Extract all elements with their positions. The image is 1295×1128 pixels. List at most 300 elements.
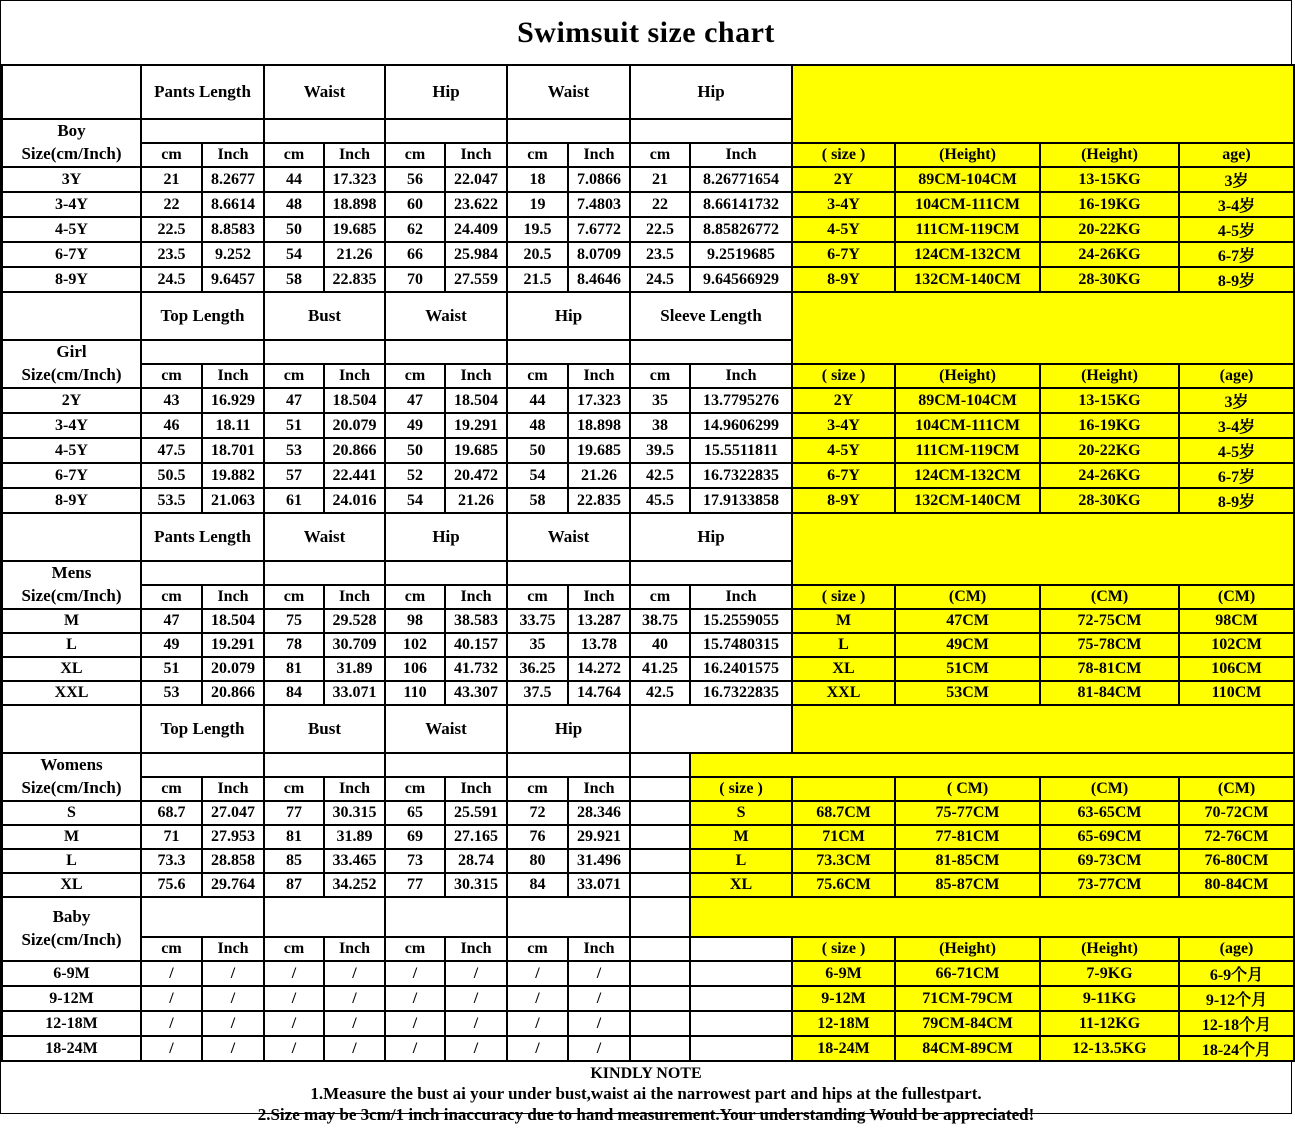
value-cell: 106	[385, 657, 445, 681]
value-cell: 19	[507, 192, 568, 217]
empty-cell	[630, 753, 690, 777]
highlight-value-cell: 104CM-111CM	[895, 413, 1040, 438]
measure-header-cell	[385, 897, 507, 937]
unit-header-cell: Inch	[324, 777, 385, 801]
value-cell: 53	[141, 681, 202, 705]
highlight-value-cell: 66-71CM	[895, 961, 1040, 986]
section-label-line: Size(cm/Inch)	[21, 930, 122, 949]
highlight-value-cell: 124CM-132CM	[895, 463, 1040, 488]
empty-cell	[2, 65, 141, 119]
highlight-value-cell: 8-9岁	[1179, 267, 1294, 292]
value-cell: 15.5511811	[690, 438, 792, 463]
highlight-value-cell: 49CM	[895, 633, 1040, 657]
value-cell: 22.047	[445, 167, 507, 192]
highlight-value-cell: 77-81CM	[895, 825, 1040, 849]
table-row	[2, 705, 1294, 753]
highlight-value-cell: 4-5Y	[792, 438, 895, 463]
section-label-cell	[2, 753, 141, 801]
value-cell: /	[264, 1036, 324, 1061]
value-cell: 18.898	[324, 192, 385, 217]
highlight-value-cell: 89CM-104CM	[895, 388, 1040, 413]
highlight-header-cell: age)	[1179, 143, 1294, 167]
unit-header-cell: cm	[141, 364, 202, 388]
empty-cell	[385, 561, 507, 585]
value-cell: 81	[264, 825, 324, 849]
empty-cell	[141, 119, 264, 143]
unit-header-cell: Inch	[568, 937, 630, 961]
highlight-value-cell: 72-76CM	[1179, 825, 1294, 849]
value-cell: 50.5	[141, 463, 202, 488]
empty-cell	[630, 873, 690, 897]
value-cell: 54	[385, 488, 445, 513]
empty-cell	[630, 777, 690, 801]
highlight-value-cell: 98CM	[1179, 609, 1294, 633]
value-cell: 25.591	[445, 801, 507, 825]
table-row	[2, 242, 1294, 267]
highlight-header-cell: ( CM)	[895, 777, 1040, 801]
unit-header-cell: cm	[385, 364, 445, 388]
highlight-value-cell: 6-7Y	[792, 242, 895, 267]
unit-header-cell: Inch	[324, 585, 385, 609]
table-row	[2, 633, 1294, 657]
highlight-band-cell	[792, 705, 1294, 753]
table-row	[2, 143, 1294, 167]
unit-header-cell: Inch	[202, 143, 264, 167]
unit-header-cell: Inch	[445, 937, 507, 961]
empty-cell	[264, 340, 385, 364]
value-cell: 33.75	[507, 609, 568, 633]
highlight-value-cell: 80-84CM	[1179, 873, 1294, 897]
table-row	[2, 825, 1294, 849]
value-cell: 47	[264, 388, 324, 413]
value-cell: 49	[141, 633, 202, 657]
value-cell: 14.764	[568, 681, 630, 705]
empty-cell	[630, 119, 792, 143]
empty-cell	[385, 119, 507, 143]
highlight-value-cell: 84CM-89CM	[895, 1036, 1040, 1061]
value-cell: 40	[630, 633, 690, 657]
value-cell: 44	[507, 388, 568, 413]
measure-header-cell: Hip	[630, 65, 792, 119]
measure-header-cell: Waist	[385, 292, 507, 340]
highlight-value-cell: 75.6CM	[792, 873, 895, 897]
measure-header-cell: Hip	[385, 513, 507, 561]
table-row	[2, 1036, 1294, 1061]
value-cell: 102	[385, 633, 445, 657]
value-cell: 8.0709	[568, 242, 630, 267]
value-cell: 16.929	[202, 388, 264, 413]
value-cell: 19.291	[202, 633, 264, 657]
unit-header-cell: cm	[630, 143, 690, 167]
value-cell: /	[264, 1011, 324, 1036]
section-label-cell	[2, 897, 141, 961]
section-label-line: Baby	[52, 907, 91, 927]
highlight-value-cell: 12-18M	[792, 1011, 895, 1036]
value-cell: 61	[264, 488, 324, 513]
empty-cell	[690, 961, 792, 986]
value-cell: /	[568, 986, 630, 1011]
measure-header-cell: Hip	[507, 292, 630, 340]
value-cell: 18.701	[202, 438, 264, 463]
value-cell: /	[507, 1011, 568, 1036]
unit-header-cell: Inch	[445, 143, 507, 167]
value-cell: 19.882	[202, 463, 264, 488]
value-cell: 34.252	[324, 873, 385, 897]
measure-header-cell: Waist	[507, 513, 630, 561]
value-cell: 20.079	[324, 413, 385, 438]
section-label-line: Size(cm/Inch)	[21, 778, 122, 797]
value-cell: 42.5	[630, 681, 690, 705]
value-cell: 8.2677	[202, 167, 264, 192]
highlight-header-cell: ( size )	[792, 937, 895, 961]
highlight-value-cell: 89CM-104CM	[895, 167, 1040, 192]
value-cell: 54	[264, 242, 324, 267]
value-cell: 20.079	[202, 657, 264, 681]
empty-cell	[385, 753, 507, 777]
highlight-value-cell: 76-80CM	[1179, 849, 1294, 873]
highlight-header-cell: (age)	[1179, 937, 1294, 961]
section-label-cell	[2, 119, 141, 167]
highlight-value-cell: 24-26KG	[1040, 242, 1179, 267]
highlight-value-cell: 85-87CM	[895, 873, 1040, 897]
empty-cell	[141, 340, 264, 364]
highlight-header-cell	[792, 777, 895, 801]
value-cell: 18.898	[568, 413, 630, 438]
size-cell: 6-7Y	[2, 242, 141, 267]
value-cell: 20.866	[202, 681, 264, 705]
value-cell: /	[385, 961, 445, 986]
value-cell: 73.3	[141, 849, 202, 873]
value-cell: 41.732	[445, 657, 507, 681]
empty-cell	[264, 753, 385, 777]
value-cell: 48	[507, 413, 568, 438]
highlight-header-cell: (CM)	[895, 585, 1040, 609]
highlight-value-cell: 132CM-140CM	[895, 488, 1040, 513]
unit-header-cell: cm	[385, 143, 445, 167]
highlight-band-cell	[792, 513, 1294, 585]
table-row	[2, 513, 1294, 561]
highlight-value-cell: 6-7Y	[792, 463, 895, 488]
table-row	[2, 937, 1294, 961]
value-cell: /	[324, 986, 385, 1011]
value-cell: 21	[630, 167, 690, 192]
value-cell: 77	[385, 873, 445, 897]
value-cell: /	[324, 1036, 385, 1061]
size-cell: S	[2, 801, 141, 825]
highlight-header-cell: ( size )	[792, 585, 895, 609]
size-cell: 6-7Y	[2, 463, 141, 488]
highlight-value-cell: 16-19KG	[1040, 413, 1179, 438]
section-label-line: Size(cm/Inch)	[21, 144, 122, 163]
value-cell: 47	[141, 609, 202, 633]
highlight-header-cell: (Height)	[1040, 937, 1179, 961]
value-cell: 53	[264, 438, 324, 463]
value-cell: 21.26	[324, 242, 385, 267]
highlight-value-cell: 4-5Y	[792, 217, 895, 242]
empty-cell	[630, 340, 792, 364]
value-cell: 23.622	[445, 192, 507, 217]
unit-header-cell: Inch	[445, 777, 507, 801]
value-cell: /	[141, 986, 202, 1011]
value-cell: 19.5	[507, 217, 568, 242]
highlight-header-cell: ( size )	[792, 364, 895, 388]
table-row	[2, 777, 1294, 801]
empty-cell	[690, 1036, 792, 1061]
value-cell: /	[324, 961, 385, 986]
measure-header-cell: Bust	[264, 292, 385, 340]
measure-header-cell: Top Length	[141, 292, 264, 340]
value-cell: 48	[264, 192, 324, 217]
highlight-value-cell: 6-9M	[792, 961, 895, 986]
size-cell: 18-24M	[2, 1036, 141, 1061]
highlight-value-cell: 2Y	[792, 167, 895, 192]
empty-cell	[385, 340, 507, 364]
value-cell: 31.496	[568, 849, 630, 873]
value-cell: 58	[264, 267, 324, 292]
value-cell: 60	[385, 192, 445, 217]
value-cell: 98	[385, 609, 445, 633]
highlight-value-cell: XL	[690, 873, 792, 897]
value-cell: 31.89	[324, 657, 385, 681]
size-cell: 3-4Y	[2, 413, 141, 438]
empty-cell	[630, 801, 690, 825]
value-cell: /	[202, 961, 264, 986]
value-cell: 23.5	[141, 242, 202, 267]
value-cell: 20.5	[507, 242, 568, 267]
highlight-value-cell: 75-77CM	[895, 801, 1040, 825]
unit-header-cell: Inch	[568, 143, 630, 167]
unit-header-cell: Inch	[202, 585, 264, 609]
highlight-header-cell: (Height)	[895, 364, 1040, 388]
highlight-value-cell: 6-7岁	[1179, 463, 1294, 488]
value-cell: 78	[264, 633, 324, 657]
value-cell: 21	[141, 167, 202, 192]
value-cell: 75.6	[141, 873, 202, 897]
highlight-value-cell: 20-22KG	[1040, 438, 1179, 463]
highlight-value-cell: 8-9Y	[792, 488, 895, 513]
value-cell: /	[568, 1036, 630, 1061]
highlight-value-cell: 71CM-79CM	[895, 986, 1040, 1011]
value-cell: 29.528	[324, 609, 385, 633]
value-cell: 17.323	[324, 167, 385, 192]
note-line-2: 2.Size may be 3cm/1 inch inaccuracy due to hand measurement.Your understanding Would be appreciated!	[257, 1105, 1035, 1124]
unit-header-cell: Inch	[568, 364, 630, 388]
value-cell: 87	[264, 873, 324, 897]
value-cell: /	[385, 1036, 445, 1061]
highlight-value-cell: 13-15KG	[1040, 388, 1179, 413]
highlight-value-cell: 111CM-119CM	[895, 217, 1040, 242]
highlight-value-cell: 78-81CM	[1040, 657, 1179, 681]
value-cell: 29.764	[202, 873, 264, 897]
value-cell: 49	[385, 413, 445, 438]
value-cell: 19.685	[324, 217, 385, 242]
value-cell: 28.74	[445, 849, 507, 873]
value-cell: 19.685	[568, 438, 630, 463]
highlight-value-cell: 3岁	[1179, 167, 1294, 192]
size-cell: 2Y	[2, 388, 141, 413]
value-cell: /	[568, 1011, 630, 1036]
value-cell: 46	[141, 413, 202, 438]
section-label-cell	[2, 340, 141, 388]
value-cell: /	[385, 1011, 445, 1036]
value-cell: 13.287	[568, 609, 630, 633]
value-cell: 27.559	[445, 267, 507, 292]
value-cell: 28.858	[202, 849, 264, 873]
empty-cell	[141, 753, 264, 777]
value-cell: 25.984	[445, 242, 507, 267]
value-cell: 51	[141, 657, 202, 681]
highlight-band-cell	[792, 292, 1294, 364]
value-cell: 76	[507, 825, 568, 849]
highlight-value-cell: 28-30KG	[1040, 267, 1179, 292]
value-cell: 9.64566929	[690, 267, 792, 292]
section-label-line: Size(cm/Inch)	[21, 586, 122, 605]
empty-cell	[2, 292, 141, 340]
highlight-value-cell: 81-85CM	[895, 849, 1040, 873]
highlight-value-cell: 12-18个月	[1179, 1011, 1294, 1036]
unit-header-cell: cm	[264, 585, 324, 609]
measure-header-cell: Hip	[385, 65, 507, 119]
empty-cell	[630, 705, 792, 753]
table-row	[2, 585, 1294, 609]
value-cell: 18.11	[202, 413, 264, 438]
table-row	[2, 753, 1294, 777]
value-cell: 68.7	[141, 801, 202, 825]
empty-cell	[630, 986, 690, 1011]
unit-header-cell: cm	[264, 937, 324, 961]
value-cell: 14.272	[568, 657, 630, 681]
table-row	[2, 657, 1294, 681]
highlight-value-cell: 3-4岁	[1179, 413, 1294, 438]
value-cell: 17.9133858	[690, 488, 792, 513]
value-cell: /	[385, 986, 445, 1011]
highlight-value-cell: L	[690, 849, 792, 873]
highlight-band-cell	[690, 897, 1294, 937]
value-cell: 24.5	[141, 267, 202, 292]
value-cell: 27.953	[202, 825, 264, 849]
unit-header-cell: Inch	[568, 777, 630, 801]
unit-header-cell: cm	[507, 777, 568, 801]
highlight-header-cell: (age)	[1179, 364, 1294, 388]
page-title: Swimsuit size chart	[517, 15, 775, 49]
unit-header-cell: cm	[385, 777, 445, 801]
value-cell: /	[264, 961, 324, 986]
highlight-value-cell: 24-26KG	[1040, 463, 1179, 488]
highlight-value-cell: 8-9岁	[1179, 488, 1294, 513]
value-cell: 16.7322835	[690, 681, 792, 705]
value-cell: /	[507, 986, 568, 1011]
value-cell: 77	[264, 801, 324, 825]
highlight-value-cell: 132CM-140CM	[895, 267, 1040, 292]
empty-cell	[507, 119, 630, 143]
empty-cell	[2, 513, 141, 561]
value-cell: 20.866	[324, 438, 385, 463]
section-label-line: Womens	[40, 755, 103, 775]
table-row	[2, 609, 1294, 633]
highlight-band-cell	[792, 65, 1294, 143]
value-cell: 29.921	[568, 825, 630, 849]
value-cell: 72	[507, 801, 568, 825]
measure-header-cell: Pants Length	[141, 513, 264, 561]
size-cell: L	[2, 849, 141, 873]
table-row	[2, 961, 1294, 986]
value-cell: 45.5	[630, 488, 690, 513]
highlight-value-cell: L	[792, 633, 895, 657]
unit-header-cell: Inch	[568, 585, 630, 609]
highlight-header-cell: (Height)	[895, 937, 1040, 961]
value-cell: 18	[507, 167, 568, 192]
value-cell: 7.0866	[568, 167, 630, 192]
value-cell: 56	[385, 167, 445, 192]
value-cell: 24.409	[445, 217, 507, 242]
value-cell: 9.252	[202, 242, 264, 267]
value-cell: 52	[385, 463, 445, 488]
value-cell: 18.504	[202, 609, 264, 633]
value-cell: 37.5	[507, 681, 568, 705]
highlight-value-cell: 9-12M	[792, 986, 895, 1011]
value-cell: 33.071	[568, 873, 630, 897]
empty-cell	[264, 561, 385, 585]
size-cell: 12-18M	[2, 1011, 141, 1036]
size-cell: L	[2, 633, 141, 657]
value-cell: 84	[507, 873, 568, 897]
measure-header-cell: Waist	[264, 513, 385, 561]
value-cell: /	[445, 961, 507, 986]
highlight-value-cell: 65-69CM	[1040, 825, 1179, 849]
value-cell: 8.85826772	[690, 217, 792, 242]
empty-cell	[507, 753, 630, 777]
value-cell: 27.047	[202, 801, 264, 825]
value-cell: 53.5	[141, 488, 202, 513]
highlight-band-cell	[690, 753, 1294, 777]
value-cell: 19.291	[445, 413, 507, 438]
empty-cell	[2, 705, 141, 753]
empty-cell	[264, 119, 385, 143]
section-label-line: Size(cm/Inch)	[21, 365, 122, 384]
value-cell: 23.5	[630, 242, 690, 267]
value-cell: /	[507, 1036, 568, 1061]
highlight-header-cell: (Height)	[895, 143, 1040, 167]
empty-cell	[630, 825, 690, 849]
value-cell: 81	[264, 657, 324, 681]
value-cell: 35	[630, 388, 690, 413]
value-cell: /	[202, 1036, 264, 1061]
value-cell: 13.7795276	[690, 388, 792, 413]
size-cell: XL	[2, 657, 141, 681]
kindly-note	[1, 1062, 1291, 1128]
highlight-value-cell: 8-9Y	[792, 267, 895, 292]
highlight-value-cell: 71CM	[792, 825, 895, 849]
size-cell: 9-12M	[2, 986, 141, 1011]
highlight-value-cell: XXL	[792, 681, 895, 705]
value-cell: 47.5	[141, 438, 202, 463]
value-cell: 38	[630, 413, 690, 438]
size-cell: 4-5Y	[2, 217, 141, 242]
value-cell: 33.071	[324, 681, 385, 705]
value-cell: /	[324, 1011, 385, 1036]
size-cell: 3Y	[2, 167, 141, 192]
highlight-value-cell: 12-13.5KG	[1040, 1036, 1179, 1061]
size-cell: M	[2, 825, 141, 849]
value-cell: 22.835	[568, 488, 630, 513]
value-cell: /	[507, 961, 568, 986]
highlight-value-cell: 47CM	[895, 609, 1040, 633]
unit-header-cell: cm	[141, 937, 202, 961]
value-cell: 16.2401575	[690, 657, 792, 681]
highlight-value-cell: S	[690, 801, 792, 825]
measure-header-cell	[264, 897, 385, 937]
measure-header-cell	[141, 897, 264, 937]
